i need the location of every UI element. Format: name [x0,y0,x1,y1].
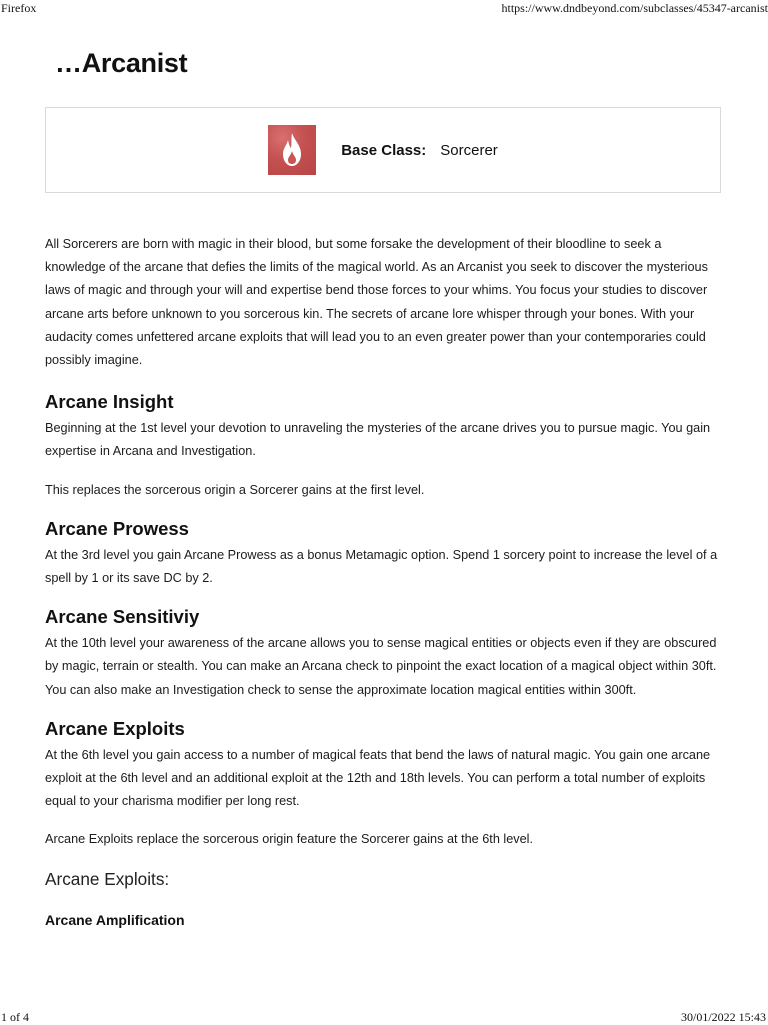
arcane-prowess-heading: Arcane Prowess [45,517,189,539]
arcane-insight-text: Beginning at the 1st level your devotion to unraveling the mysteries of the arcane drives you to pursue magic. You gain expertise in Arcana and Investigation. [45,421,711,459]
browser-name: Firefox [1,0,37,15]
flame-icon [277,131,307,169]
intro-paragraph: All Sorcerers are born with magic in their blood, but some forsake the development of their bloodline to seek a knowledge of the arcane that defies the limits of the magical world. As an Arcanist you seek to discover the mysterious laws of magic and through your will and expertise bend those forces to your whims. You focus your studies to discover arcane arts before unknown to you sorcerous kin. The secrets of arcane lore whisper through your bones. With your audacity comes unfettered arcane exploits that will lead you to an even greater power than your contemporaries could possibly imagine. [45,237,708,368]
sorcerer-flame-icon [268,125,316,175]
arcane-prowess-text: At the 3rd level you gain Arcane Prowess as a bonus Metamagic option. Spend 1 sorcery point to increase the level of a spell by 1 or its save DC by 2. [45,547,718,586]
print-footer [0,1009,768,1025]
base-class-label: Base Class: [341,141,427,159]
subclass-content [45,233,725,930]
base-class-box [45,107,721,193]
arcane-sensitivity-heading: Arcane Sensitiviy [45,606,200,628]
arcane-exploits-heading: Arcane Exploits [45,717,185,739]
arcane-sensitivity-text: At the 10th level your awareness of the arcane allows you to sense magical entities or objects even if they are obscured by magic, terrain or stealth. You can make an Arcana check to pinpoint the exact location of a magical object within 30ft. You can also make an Investigation check to sense the approximate location magical entities within 300ft. [45,636,717,697]
arcane-exploits-text: At the 6th level you gain access to a number of magical feats that bend the laws of natural magic. You gain one arcane exploit at the 6th level and an additional exploit at the 12th and 18th levels. You can perform a total number of exploits equal to your charisma modifier per long rest. [45,747,711,809]
page-indicator: 1 of 4 [1,1009,29,1024]
arcane-amplification-heading: Arcane Amplification [45,911,185,928]
arcane-exploits-note: Arcane Exploits replace the sorcerous origin feature the Sorcerer gains at the 6th level. [45,832,534,847]
print-timestamp: 30/01/2022 15:43 [680,1009,766,1024]
page-url[interactable]: https://www.dndbeyond.com/subclasses/45347-arcanist [501,0,768,15]
arcane-insight-heading: Arcane Insight [45,391,174,413]
arcane-exploits-list-heading: Arcane Exploits: [45,868,170,889]
arcane-insight-note: This replaces the sorcerous origin a Sorcerer gains at the first level. [45,482,425,497]
page-title: …Arcanist [55,48,188,78]
print-header [0,0,768,16]
base-class-value: Sorcerer [440,141,498,159]
